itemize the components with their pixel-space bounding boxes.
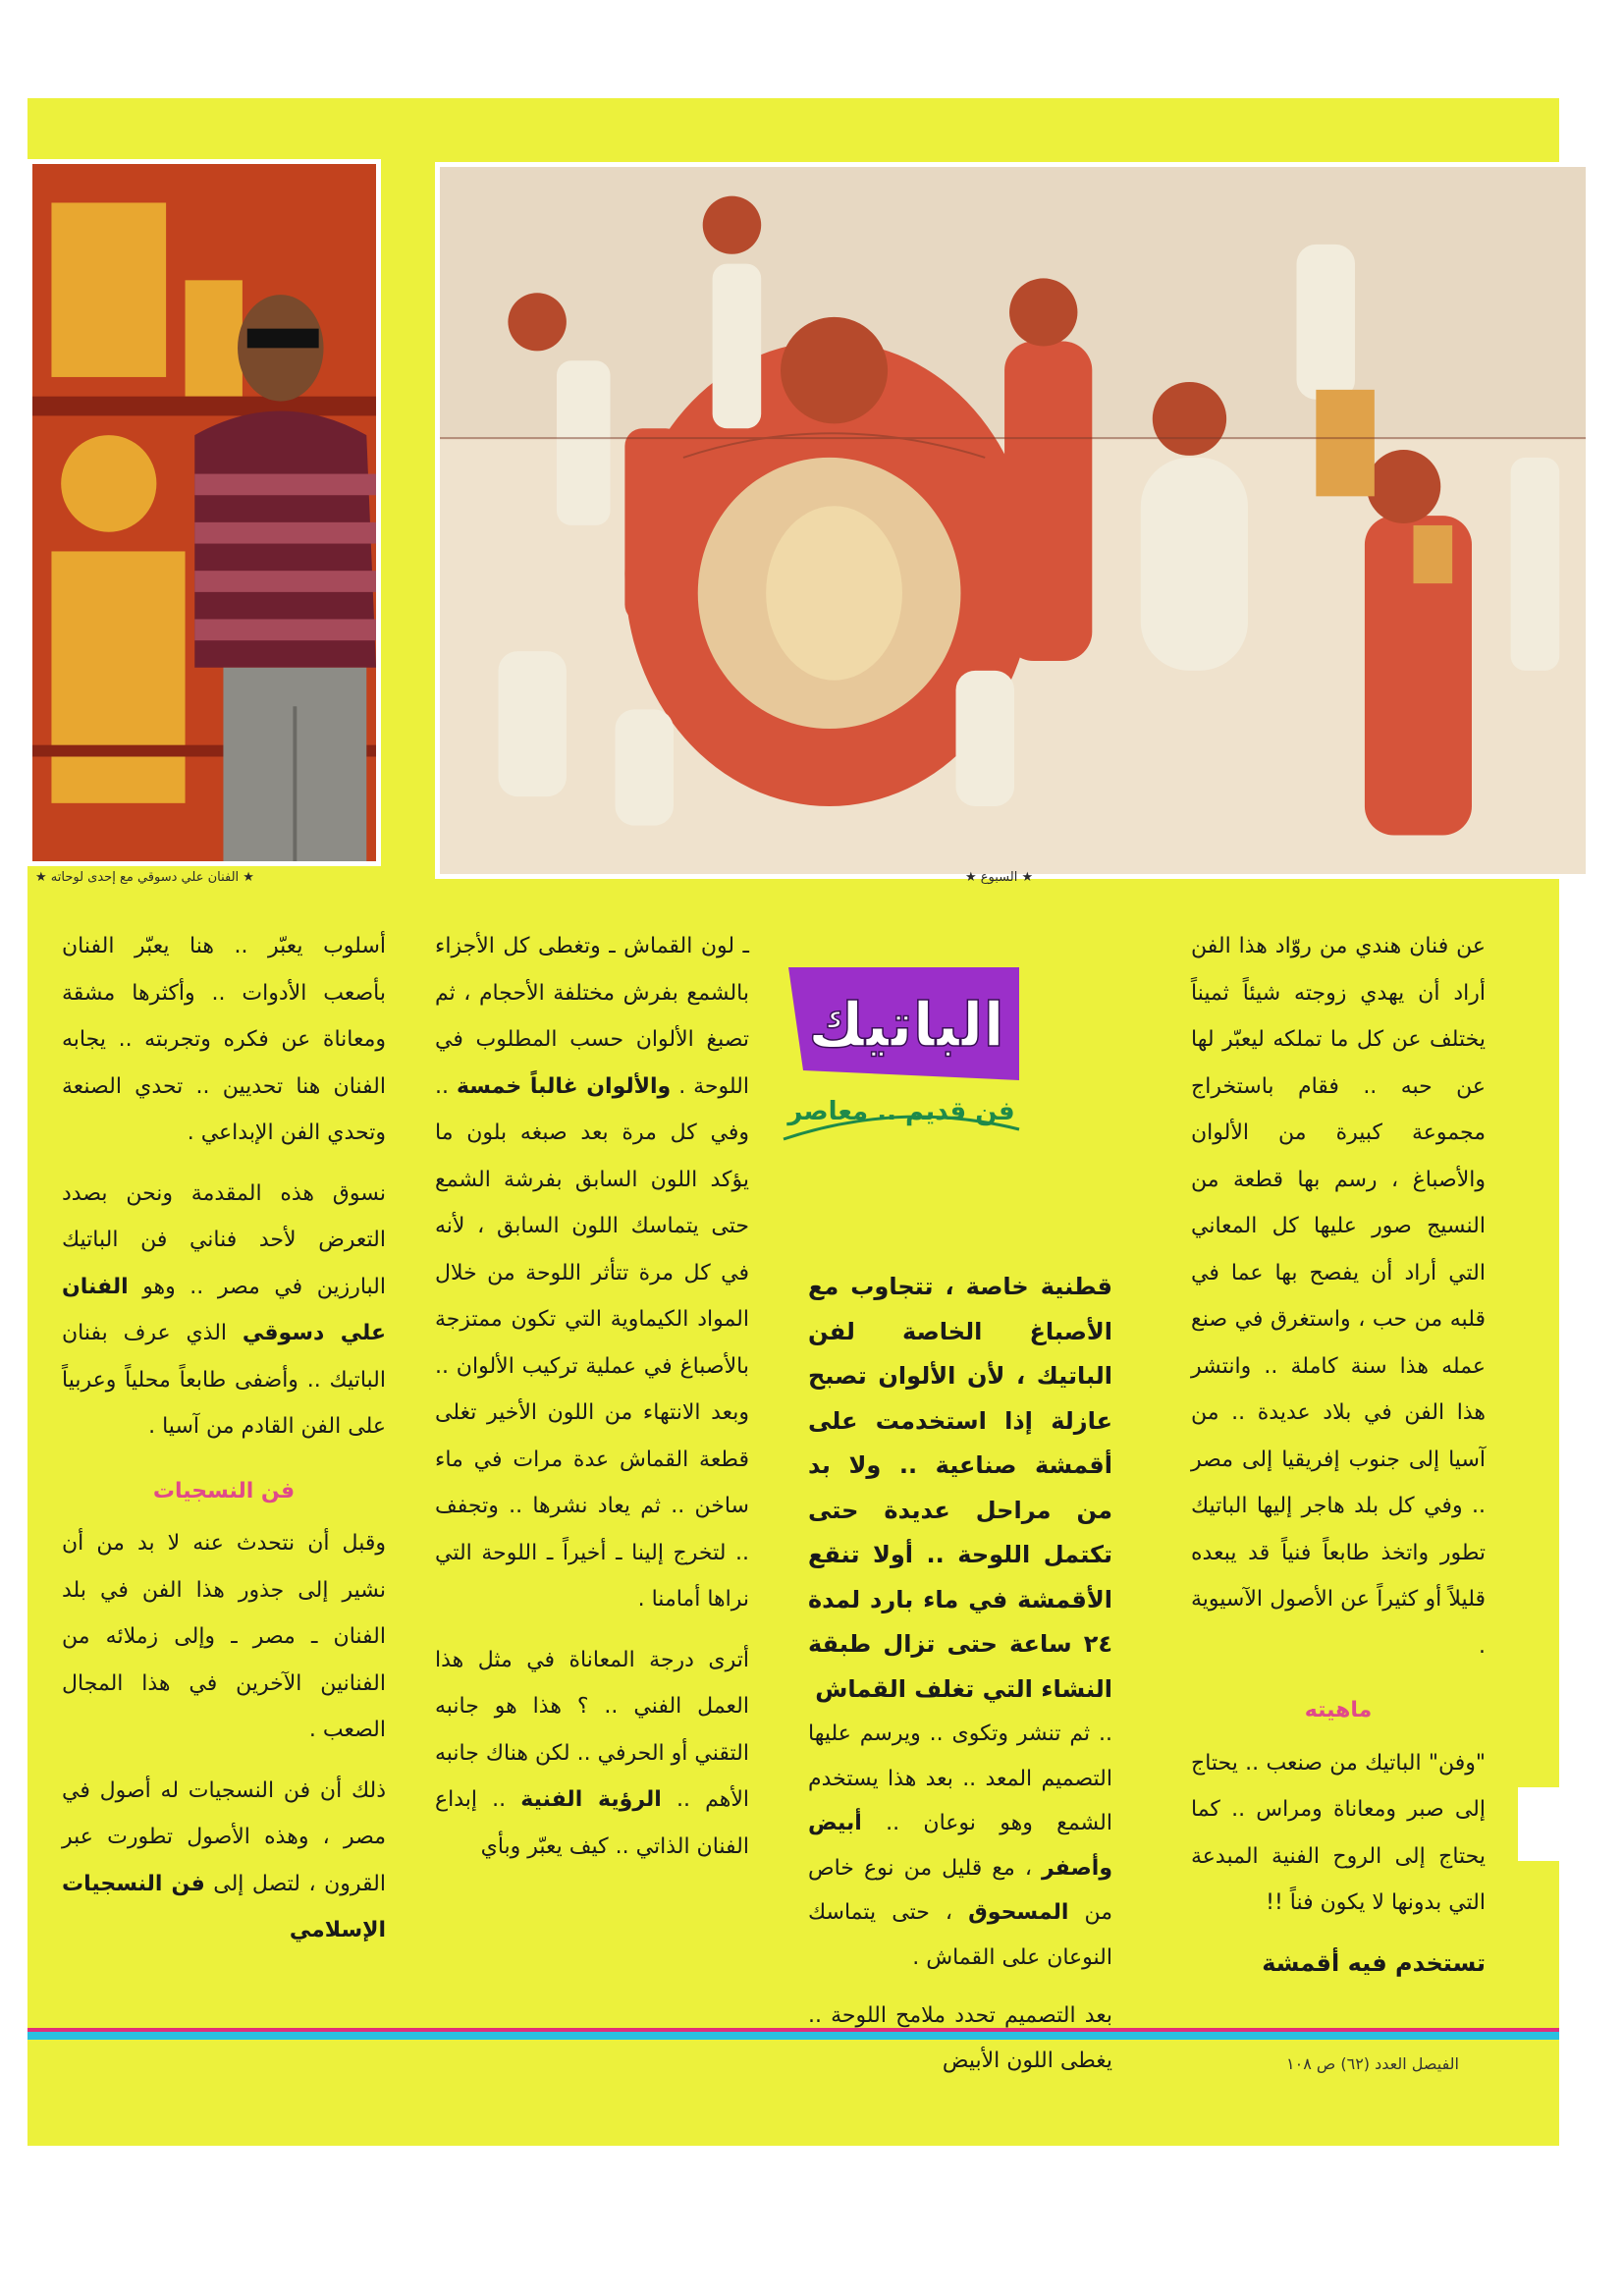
footer-issue-page: الفيصل العدد (٦٢) ص ١٠٨ [1286, 2054, 1459, 2073]
col3-paragraph-1 [435, 923, 749, 1623]
column-2 [808, 1265, 1112, 2083]
col2-emph-powder: المسحوق [968, 1900, 1069, 1925]
col4-emph-artist: الفنان علي دسوقي [62, 1274, 387, 1345]
col4-emph-islamic: فن النسجيات الإسلامي [62, 1871, 386, 1942]
title-logo [764, 943, 1029, 1208]
col4-subheading: فن النسجيات [152, 1478, 296, 1503]
painting-illustration [440, 167, 1586, 874]
col3-text-a: ـ لون القماش ـ وتغطى كل الأجزاء بالشمع بفرش مختلفة الأحجام ، ثم تصبغ الألوان حسب المطلوب في اللوحة . [435, 934, 749, 1099]
col4-text-c: ذلك أن فن النسجيات له أصول في مصر ، وهذه الأصول تطورت عبر القرون ، لتصل إلى [62, 1777, 386, 1896]
title-sub: فن قديم .. معاصر [787, 1097, 1015, 1126]
col3-paragraph-2 [435, 1637, 749, 1871]
column-4 [62, 923, 386, 1954]
painting-caption: ★ السبوع ★ [965, 870, 1034, 885]
col2-paragraph-3: بعد التصميم تحدد ملامح اللوحة .. يغطى اللون الأبيض [808, 2003, 1112, 2073]
col4-paragraph-2 [62, 1171, 386, 1450]
painting-photo [435, 162, 1591, 879]
col3-text-c: أترى درجة المعاناة في مثل هذا العمل الفني .. ؟ هذا هو جانبه التقني أو الحرفي .. لكن هناك جانبه الأهم .. [435, 1647, 749, 1812]
col2-text-b: ، مع قليل من نوع خاص من [808, 1855, 1112, 1925]
col2-text-c: ، حتى يتماسك النوعان على القماش . [808, 1900, 1112, 1970]
col3-text-b: .. وفي كل مرة بعد صبغه بلون ما يؤكد اللون السابق بفرشة الشمع حتى يتماسك اللون السابق ، لأنه في كل مرة تتأثر اللوحة من خلال المواد الكيماوية التي تكون ممتزجة بالأصباغ في عملية تركيب الألوان .. وبعد الانتهاء من اللون الأخير تغلى قطعة القماش عدة مرات في ماء ساخن .. ثم يعاد نشرها .. وتجفف .. لتخرج إلينا ـ أخيراً ـ اللوحة التي نراها أمامنا . [435, 1073, 749, 1612]
col2-text-a: .. ثم تنشر وتكوى .. ويرسم عليها التصميم المعد .. بعد هذا يستخدم الشمع وهو نوعان .. [808, 1722, 1112, 1835]
col4-paragraph-1: أسلوب يعبّر .. هنا يعبّر الفنان بأصعب الأدوات .. وأكثرها مشقة ومعاناة عن فكره وتجربته .. يجابه الفنان هنا تحديين .. تحدي الصنعة وتحدي الفن الإبداعي . [62, 934, 386, 1145]
col1-subheading: ماهيته [1304, 1698, 1373, 1722]
col4-paragraph-4 [62, 1768, 386, 1954]
col4-text-a: نسوق هذه المقدمة ونحن بصدد التعرض لأحد فناني فن الباتيك البارزين في مصر .. وهو [62, 1180, 386, 1299]
column-1 [1191, 923, 1486, 1987]
artist-photo [27, 159, 381, 866]
col2-paragraph-2 [808, 1712, 1112, 1980]
article-title [764, 943, 1029, 1208]
col3-emph-five: والألوان غالباً خمسة [456, 1073, 672, 1099]
artist-caption: ★ الفنان علي دسوقي مع إحدى لوحاته ★ [35, 870, 254, 885]
artist-illustration [32, 164, 376, 861]
magazine-page [27, 98, 1559, 2146]
col1-paragraph-2: "وفن" الباتيك من صنعب .. يحتاج إلى صبر ومعاناة ومراس .. كما يحتاج إلى الروح الفنية المبدعة التي بدونها لا يكون فناً !! [1191, 1750, 1486, 1915]
col2-emph-wax: أبيض وأصفر [808, 1811, 1112, 1881]
col1-paragraph-1: عن فنان هندي من روّاد هذا الفن أراد أن يهدي زوجته شيئاً ثميناً يختلف عن كل ما تملكه ليعبّر لها عن حبه .. فقام باستخراج مجموعة كبيرة من الألوان والأصباغ ، رسم بها قطعة من النسيج صور عليها كل المعاني التي أراد أن يفصح بها عما في قلبه من حب ، واستغرق في صنع عمله هذا سنة كاملة .. وانتشر هذا الفن في بلاد عديدة .. من آسيا إلى جنوب إفريقيا إلى مصر .. وفي كل بلد هاجر إليها الباتيك تطور واتخذ طابعاً فنياً قد يبعده قليلاً أو كثيراً عن الأصول الآسيوية . [1191, 934, 1486, 1659]
bottom-rule [27, 2028, 1559, 2040]
col2-paragraph-1: قطنية خاصة ، تتجاوب مع الأصباغ الخاصة لفن الباتيك ، لأن الألوان تصبح عازلة إذا استخدمت على أقمشة صناعية .. ولا بد من مراحل عديدة حتى تكتمل اللوحة .. أولا تنقع الأقمشة في ماء بارد لمدة ٢٤ ساعة حتى تزال طبقة النشاء التي تغلف القماش [808, 1273, 1112, 1703]
edge-mark [1518, 1787, 1559, 1861]
col4-text-b: الذي عرف بفنان الباتيك .. وأضفى طابعاً محلياً وعربياً على الفن القادم من آسيا . [62, 1321, 386, 1439]
col3-emph-vision: الرؤية الفنية [520, 1787, 662, 1812]
col3-text-d: .. إبداع الفنان الذاتي .. كيف يعبّر وبأي [435, 1787, 749, 1859]
col4-paragraph-3: وقبل أن نتحدث عنه لا بد من أن نشير إلى جذور هذا الفن في بلد الفنان ـ مصر ـ وإلى زملائه من الفنانين الآخرين في هذا المجال الصعب . [62, 1531, 386, 1742]
column-3 [435, 923, 749, 1870]
title-main: الباتيك [808, 989, 1004, 1061]
col1-paragraph-3: تستخدم فيه أقمشة [1262, 1948, 1486, 1977]
